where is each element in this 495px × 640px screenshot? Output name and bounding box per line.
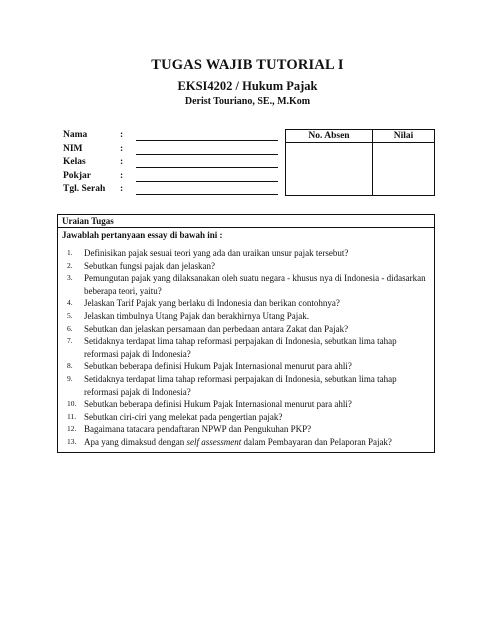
question-text: Setidaknya terdapat lima tahap reformasi perpajakan di Indonesia, sebutkan lima tahap reformasi pajak di Indonesia? <box>84 373 397 397</box>
field-label: Tgl. Serah <box>63 184 106 194</box>
list-item <box>58 373 434 398</box>
question-number: 8. <box>67 361 73 371</box>
question-text-after: dalam Pembayaran dan Pelaporan Pajak? <box>241 436 392 447</box>
field-nim <box>63 144 278 158</box>
course-code-title: EKSI4202 / Hukum Pajak <box>177 79 318 93</box>
fill-in-line[interactable] <box>136 140 278 141</box>
nilai-cell[interactable] <box>373 143 435 196</box>
fill-in-line[interactable] <box>136 167 278 168</box>
fill-in-line[interactable] <box>136 154 278 155</box>
field-kelas <box>63 157 278 171</box>
field-colon: : <box>120 143 124 154</box>
question-number: 4. <box>67 298 73 308</box>
question-list <box>58 247 434 449</box>
field-colon: : <box>120 184 124 194</box>
field-label: Kelas <box>63 157 86 167</box>
question-text: Definisikan pajak sesuai teori yang ada dan uraikan unsur pajak tersebut? <box>84 248 349 258</box>
field-pokjar <box>63 171 278 185</box>
header-nilai: Nilai <box>373 130 435 143</box>
question-text: Sebutkan beberapa definisi Hukum Pajak Internasional menurut para ahli? <box>84 361 352 372</box>
question-number: 1. <box>67 248 73 257</box>
question-number: 10. <box>67 399 77 409</box>
question-number: 5. <box>67 310 73 320</box>
question-text: Sebutkan fungsi pajak dan jelaskan? <box>84 260 215 271</box>
header-no-absen: No. Absen <box>286 130 373 143</box>
list-item <box>58 323 434 336</box>
document-title: TUGAS WAJIB TUTORIAL I <box>151 57 344 73</box>
question-number: 7. <box>67 336 73 346</box>
field-label: NIM <box>63 143 83 154</box>
question-text: Sebutkan ciri-ciri yang melekat pada pengertian pajak? <box>84 411 283 422</box>
list-item <box>58 310 434 323</box>
list-item <box>58 411 434 424</box>
question-text: Sebutkan beberapa definisi Hukum Pajak Internasional menurut para ahli? <box>84 399 352 410</box>
question-text-italic: self assessment <box>186 436 242 447</box>
field-colon: : <box>120 157 124 167</box>
list-item <box>58 398 434 411</box>
task-box <box>57 214 435 453</box>
field-label: Pokjar <box>63 170 91 181</box>
list-item <box>58 335 434 360</box>
field-colon: : <box>120 130 124 140</box>
question-number: 6. <box>67 323 73 333</box>
score-table <box>285 129 435 196</box>
question-number: 3. <box>67 273 73 283</box>
question-text: Sebutkan dan jelaskan persamaan dan perbedaan antara Zakat dan Pajak? <box>84 323 349 334</box>
list-item <box>58 260 434 273</box>
question-text: Jelaskan Tarif Pajak yang berlaku di Indonesia dan berikan contohnya? <box>84 298 340 309</box>
student-identity-form <box>63 130 278 198</box>
field-tgl-serah <box>63 184 278 198</box>
fill-in-line[interactable] <box>136 181 278 182</box>
list-item <box>58 272 434 297</box>
question-text: Jelaskan timbulnya Utang Pajak dan berakhirnya Utang Pajak. <box>84 310 309 321</box>
question-number: 12. <box>67 424 77 434</box>
list-item <box>58 360 434 373</box>
list-item <box>58 297 434 310</box>
question-text: Bagaimana tatacara pendaftaran NPWP dan Pengukuhan PKP? <box>84 424 312 435</box>
field-nama <box>63 130 278 144</box>
question-number: 9. <box>67 373 73 383</box>
question-number: 11. <box>67 411 77 421</box>
field-colon: : <box>120 170 124 181</box>
no-absen-cell[interactable] <box>286 143 373 196</box>
task-instruction: Jawablah pertanyaan essay di bawah ini : <box>62 230 223 240</box>
question-number: 13. <box>67 436 77 446</box>
question-text: Setidaknya terdapat lima tahap reformasi perpajakan di Indonesia, sebutkan lima tahap reformasi pajak di Indonesia? <box>84 336 397 359</box>
list-item <box>58 247 434 260</box>
question-text-before: Apa yang dimaksud dengan <box>84 436 187 447</box>
question-number: 2. <box>67 260 73 270</box>
list-item <box>58 423 434 436</box>
task-heading: Uraian Tugas <box>58 215 434 228</box>
question-text: Pemungutan pajak yang dilaksanakan oleh suatu negara - khusus nya di Indonesia - didasarkan beberapa teori, yaitu? <box>84 273 426 296</box>
lecturer-name: Derist Touriano, SE., M.Kom <box>184 96 311 107</box>
fill-in-line[interactable] <box>136 194 278 195</box>
field-label: Nama <box>63 130 88 140</box>
list-item <box>58 436 434 449</box>
